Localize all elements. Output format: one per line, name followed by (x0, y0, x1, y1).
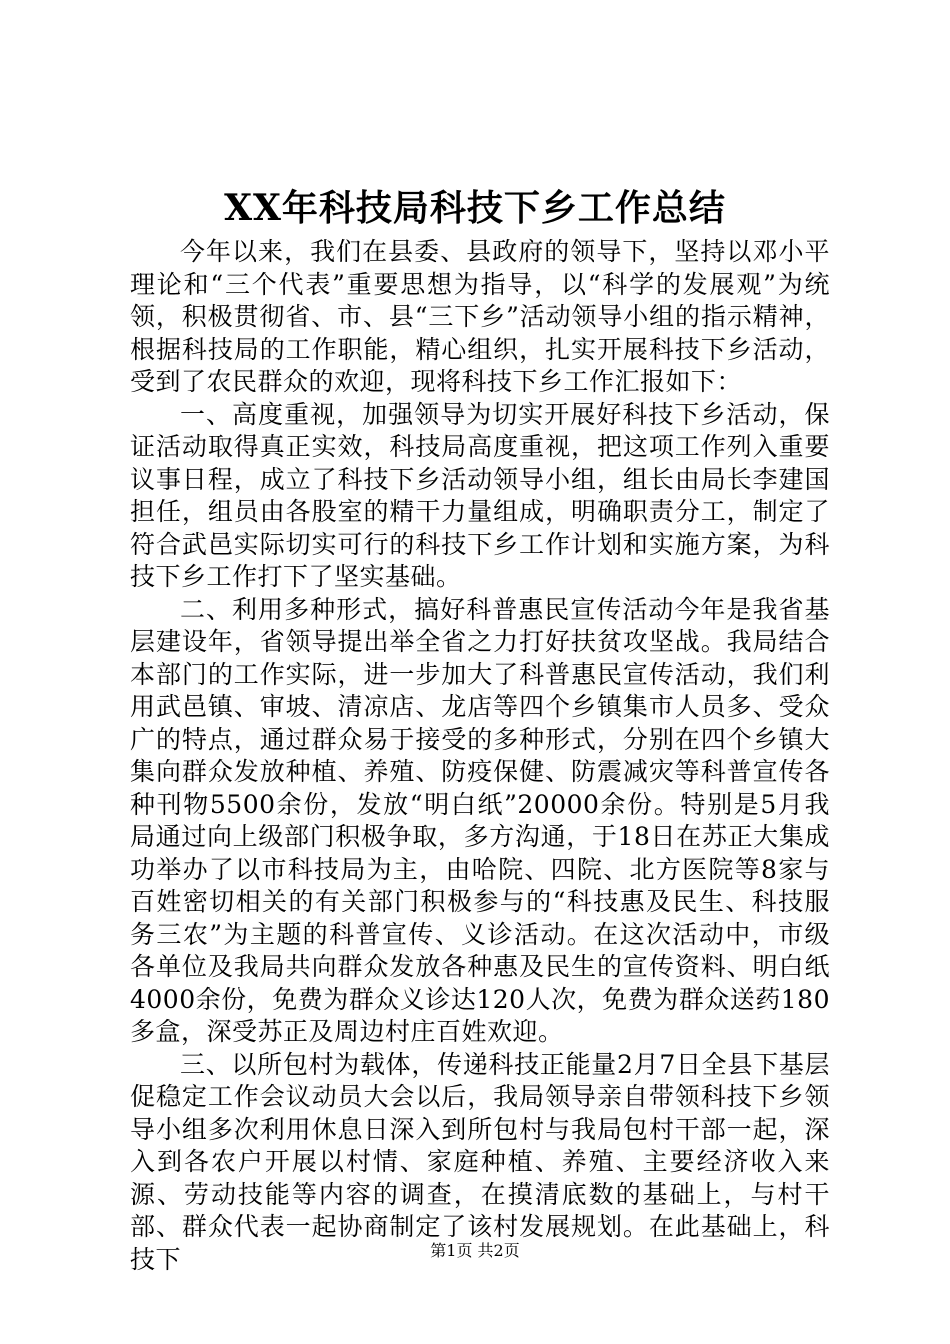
paragraph-section-2: 二、利用多种形式，搞好科普惠民宣传活动今年是我省基层建设年，省领导提出举全省之力打好扶贫攻坚战。我局结合本部门的工作实际，进一步加大了科普惠民宣传活动，我们利用武邑镇、审坡、清凉店、龙店等四个乡镇集市人员多、受众广的特点，通过群众易于接受的多种形式，分别在四个乡镇大集向群众发放种植、养殖、防疫保健、防震减灾等科普宣传各种刊物5500余份，发放“明白纸”20000余份。特别是5月我局通过向上级部门积极争取，多方沟通，于18日在苏正大集成功举办了以市科技局为主，由哈院、四院、北方医院等8家与百姓密切相关的有关部门积极参与的“科技惠及民生、科技服务三农”为主题的科普宣传、义诊活动。在这次活动中，市级各单位及我局共向群众发放各种惠及民生的宣传资料、明白纸4000余份，免费为群众义诊达120人次，免费为群众送药180多盒，深受苏正及周边村庄百姓欢迎。 (130, 594, 830, 1046)
document-title: XX年科技局科技下乡工作总结 (224, 187, 726, 229)
page-number-footer: 第1页 共2页 (430, 1241, 520, 1260)
paragraph-section-3: 三、以所包村为载体，传递科技正能量2月7日全县下基层促稳定工作会议动员大会以后，我局领导亲自带领科技下乡领导小组多次利用休息日深入到所包村与我局包村干部一起，深入到各农户开展以村情、家庭种植、养殖、主要经济收入来源、劳动技能等内容的调查，在摸清底数的基础上，与村干部、群众代表一起协商制定了该村发展规划。在此基础上，科技下 (130, 1049, 830, 1274)
paragraph-intro: 今年以来，我们在县委、县政府的领导下，坚持以邓小平理论和“三个代表”重要思想为指导，以“科学的发展观”为统领，积极贯彻省、市、县“三下乡”活动领导小组的指示精神，根据科技局的工作职能，精心组织，扎实开展科技下乡活动，受到了农民群众的欢迎，现将科技下乡工作汇报如下： (130, 237, 830, 396)
document-body (130, 236, 830, 1276)
paragraph-section-1: 一、高度重视，加强领导为切实开展好科技下乡活动，保证活动取得真正实效，科技局高度重视，把这项工作列入重要议事日程，成立了科技下乡活动领导小组，组长由局长李建国担任，组员由各股室的精干力量组成，明确职责分工，制定了符合武邑实际切实可行的科技下乡工作计划和实施方案，为科技下乡工作打下了坚实基础。 (130, 399, 830, 591)
